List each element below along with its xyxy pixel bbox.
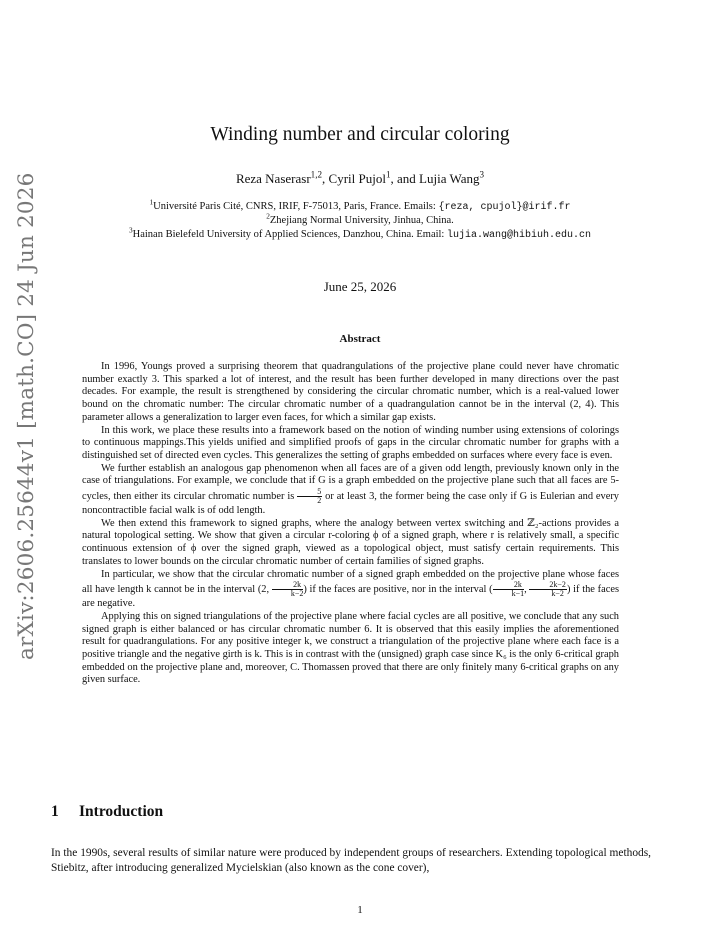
abstract-paragraph: Applying this on signed triangulations of the projective plane where facial cycles are all positive, we conclude that any such signed graph is either balanced or has circular chromatic number 6. It is observed that this easily implies the aforementioned result for quadrangulations. For any positive integer k, we construct a triangulation of the projective plane where each face is a positive triangle and the negative girth is k. This is in contrast with the (unsigned) graph case since K₆ is the only 6-critical graph embedded on the projective plane and, moreover, C. Thomassen proved that there are only finitely many 6-critical graphs on any given surface. (82, 610, 619, 686)
abstract-paragraph (82, 569, 619, 611)
author-name: Reza Naserasr (235, 171, 311, 186)
text-run: In particular, we show that the circular chromatic number of a signed graph embedded on the projective plane whose faces all have length k cannot be in the interval (2, (82, 568, 619, 596)
fraction (493, 581, 525, 598)
abstract-paragraph: In this work, we place these results into a framework based on the notion of winding number using extensions of colorings to continuous mappings.This yields unified and simplified proofs of gaps in the circular chromatic number for graphs with a distinguished set of directed even cycles. This generalizes the setting of graphs embedded on surfaces where every face is even. (82, 424, 619, 461)
fraction-numerator: 5 (297, 488, 322, 497)
fraction (529, 581, 567, 598)
text-run: ) if the faces are positive, nor in the interval ( (303, 584, 493, 596)
author-separator: , and (390, 171, 420, 186)
author-affil-mark: 1,2 (310, 169, 323, 180)
fraction-denominator: k−2 (551, 589, 564, 599)
affiliation (0, 225, 720, 243)
affil-text: Zhejiang Normal University, Jinhua, China. (269, 215, 454, 226)
author-list (0, 171, 720, 187)
author-name: Cyril Pujol (328, 171, 386, 186)
fraction-denominator: k−1 (511, 589, 525, 599)
fraction (272, 581, 304, 598)
page-number: 1 (357, 904, 363, 916)
affil-text: Université Paris Cité, CNRS, IRIF, F-75013, Paris, France. Emails: (153, 201, 439, 212)
abstract-body (82, 361, 619, 687)
section-number: 1 (51, 803, 59, 820)
paper-title: Winding number and circular coloring (210, 124, 510, 145)
section-heading (51, 803, 163, 821)
arxiv-stamp: arXiv:2606.25644v1 [math.CO] 24 Jun 2026 (14, 172, 39, 660)
text-run: ) if the faces are negative. (82, 584, 619, 610)
affil-text: Hainan Bielefeld University of Applied Sciences, Danzhou, China. Email: (132, 229, 447, 240)
fraction (297, 488, 322, 505)
email-address: lujia.wang@hibiuh.edu.cn (446, 230, 592, 241)
body-text (51, 846, 651, 877)
body-paragraph: In the 1990s, several results of similar nature were produced by independent groups of researchers. Extending topological methods, Stiebitz, after introducing generalized Mycielskian (also known as the cone cover), (51, 847, 651, 875)
affil-mark: 2 (266, 211, 270, 221)
author-affil-mark: 3 (479, 169, 485, 180)
text-run: We further establish an analogous gap phenomenon when all faces are of a given odd length, previously known only in the case of triangulations. For example, we conclude that if G is a graph embedded on the projective plane such that all faces are 5-cycles, then either its circular chromatic number is (82, 462, 619, 502)
author-affil-mark: 1 (385, 169, 391, 180)
abstract-paragraph: We then extend this framework to signed graphs, where the analogy between vertex switching and ℤ₂-actions provides a natural topological setting. We show that given a circular r-coloring ϕ of a signed graph, where r is relatively small, a specific continuous extension of ϕ over the signed graph, viewed as a topological object, must satisfy certain requirements. This translates to lower bounds on the circular chromatic number of certain families of signed graphs. (82, 517, 619, 567)
abstract-paragraph: In 1996, Youngs proved a surprising theorem that quadrangulations of the projective plane could never have chromatic number exactly 3. This sparked a lot of interest, and the result has been further developed in many directions over the past decades. For example, the result is strengthened by considering the circular chromatic number, which is a real-valued lower bound on the chromatic number: The circular chromatic number of a quadrangulation cannot be in the interval (2, 4). This parameter allows a generalization to larger even faces, for which a similar gap exists. (82, 361, 619, 423)
text-run: or at least 3, the former being the case only if G is Eulerian and every noncontractible facial walk is of odd length. (82, 490, 620, 517)
section-title: Introduction (79, 803, 164, 820)
affiliation (0, 211, 720, 228)
fraction-numerator: 2k (493, 581, 525, 590)
fraction-denominator: 2 (317, 496, 322, 506)
affil-mark: 3 (128, 225, 133, 235)
fraction-numerator: 2k (272, 581, 304, 590)
affil-mark: 1 (149, 197, 154, 207)
email-address: {reza, cpujol}@irif.fr (438, 202, 571, 213)
abstract-paragraph (82, 463, 619, 518)
fraction-numerator: 2k−2 (529, 581, 567, 590)
author-separator: , (322, 171, 329, 186)
paper-date: June 25, 2026 (323, 279, 397, 294)
text-run: , (524, 584, 530, 596)
author-name: Lujia Wang (419, 171, 480, 186)
fraction-denominator: k−2 (290, 589, 304, 599)
abstract-heading: Abstract (339, 333, 381, 345)
affiliation (0, 197, 720, 215)
